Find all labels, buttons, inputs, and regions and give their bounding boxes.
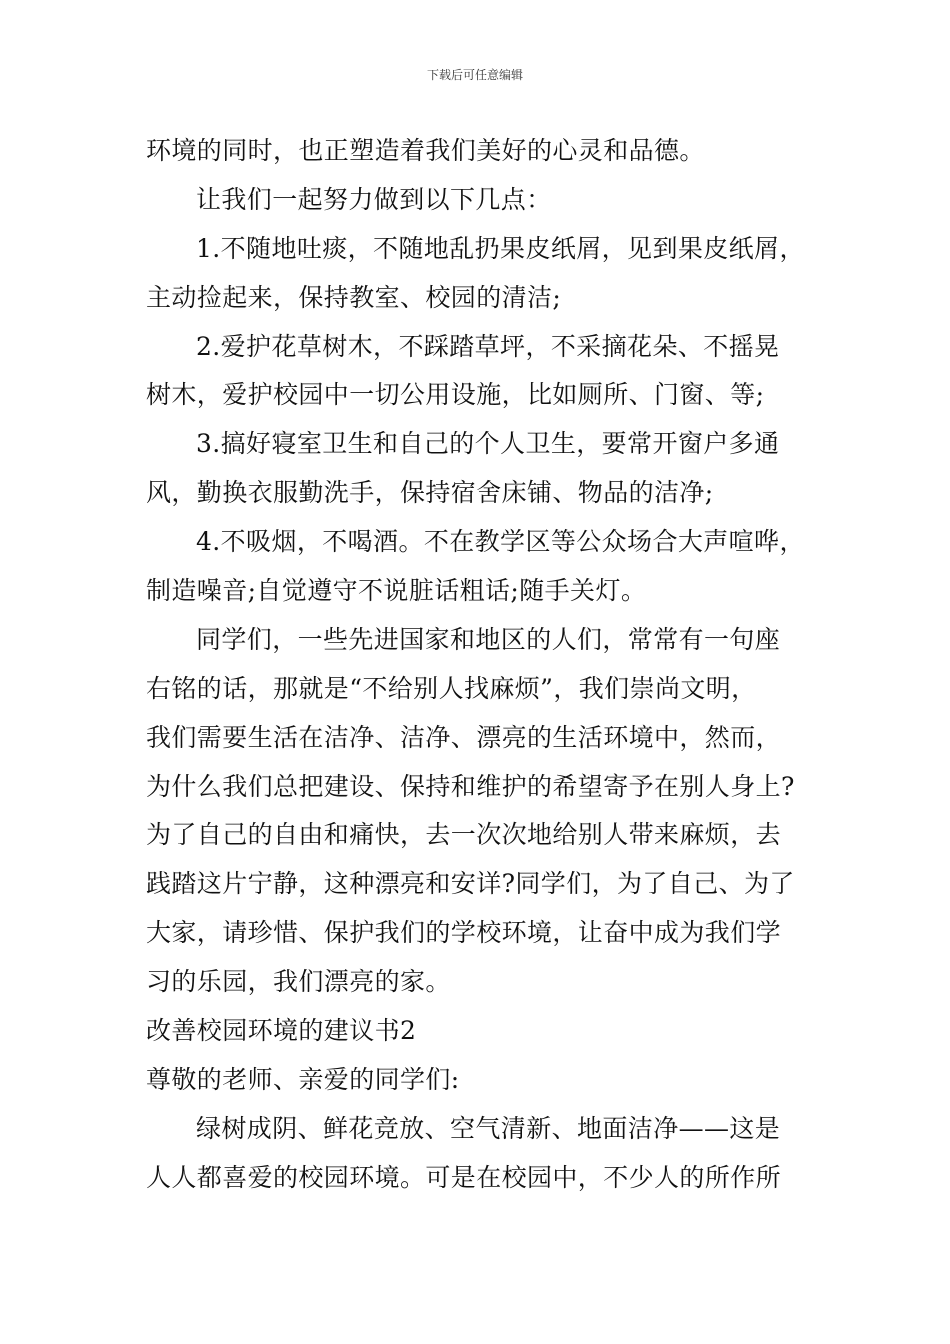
text-line: 为了自己的自由和痛快，去一次次地给别人带来麻烦，去 <box>146 820 782 850</box>
text-line: 我们需要生活在洁净、洁净、漂亮的生活环境中，然而， <box>146 722 782 752</box>
text-line: 右铭的话，那就是“不给别人找麻烦”，我们崇尚文明， <box>146 673 757 703</box>
text-line: 绿树成阴、鲜花竞放、空气清新、地面洁净——这是 <box>196 1113 781 1143</box>
page-header: 下载后可任意编辑 <box>426 68 523 82</box>
list-item-4: 4.不吸烟，不喝酒。不在教学区等公众场合大声喧哗， <box>196 527 805 557</box>
text-line: 人人都喜爱的校园环境。可是在校园中，不少人的所作所 <box>146 1162 782 1192</box>
list-item-2: 2.爱护花草树木，不踩踏草坪，不采摘花朵、不摇晃 <box>196 331 780 361</box>
section-title: 改善校园环境的建议书2 <box>146 1016 417 1046</box>
text-line: 制造噪音;自觉遵守不说脏话粗话;随手关灯。 <box>146 576 647 606</box>
list-item-3: 3.搞好寝室卫生和自己的个人卫生，要常开窗户多通 <box>196 429 780 459</box>
text-line: 习的乐园，我们漂亮的家。 <box>146 967 451 997</box>
text-line: 让我们一起努力做到以下几点： <box>196 184 552 214</box>
salutation: 尊敬的老师、亲爱的同学们: <box>146 1064 460 1094</box>
text-line: 风，勤换衣服勤洗手，保持宿舍床铺、物品的洁净; <box>146 478 714 508</box>
document-body <box>146 127 846 1203</box>
text-line: 践踏这片宁静，这种漂亮和安详?同学们，为了自己、为了 <box>146 869 795 899</box>
text-line: 环境的同时，也正塑造着我们美好的心灵和品德。 <box>146 136 705 165</box>
text-line: 为什么我们总把建设、保持和维护的希望寄予在别人身上? <box>146 771 795 801</box>
text-line: 主动捡起来，保持教室、校园的清洁; <box>146 282 562 312</box>
text-line: 树木，爱护校园中一切公用设施，比如厕所、门窗、等; <box>146 380 765 410</box>
list-item-1: 1.不随地吐痰，不随地乱扔果皮纸屑，见到果皮纸屑， <box>196 233 805 263</box>
text-line: 同学们，一些先进国家和地区的人们，常常有一句座 <box>196 624 781 654</box>
text-line: 大家，请珍惜、保护我们的学校环境，让奋中成为我们学 <box>146 918 782 948</box>
